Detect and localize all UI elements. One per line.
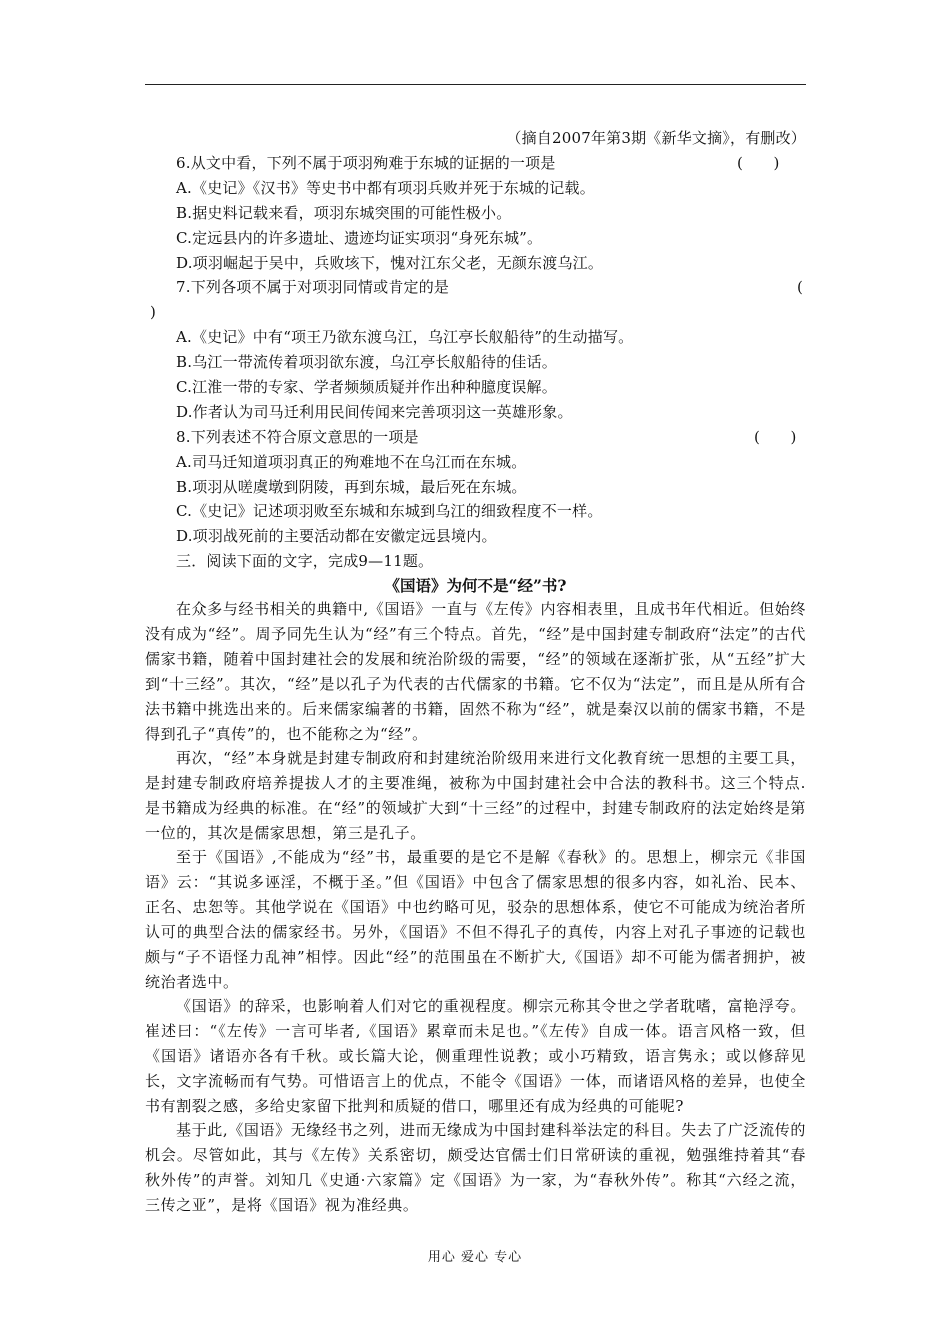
question-8-answer-paren: ( ) (754, 428, 797, 446)
article-paragraph-4: 《国语》的辞采，也影响着人们对它的重视程度。柳宗元称其令世之学者耽嗜，富艳浮夸。崔述曰：“《左传》一言可毕者,《国语》累章而未足也。”《左传》自成一体。语言风格一致，但《国语》诸语亦各有千秋。或长篇大论，侧重理性说教；或小巧精致，语言隽永；或以修辞见长，文字流畅而有气势。可惜语言上的优点，不能令《国语》一体，而诸语风格的差异，也使全书有割裂之感，多给史家留下批判和质疑的借口，哪里还有成为经典的可能呢? (145, 997, 806, 1115)
question-8-option-c: C.《史记》记述项羽败至东城和东城到乌江的细致程度不一样。 (176, 502, 603, 520)
question-8-option-b: B.项羽从嗟虞墩到阴陵，再到东城，最后死在东城。 (176, 478, 527, 496)
page-footer: 用心 爱心 专心 (427, 1250, 523, 1265)
question-6-option-c: C.定远县内的许多遗址、遗迹均证实项羽“身死东城”。 (176, 229, 543, 247)
question-6-option-a: A.《史记》《汉书》等史书中都有项羽兵败并死于东城的记载。 (176, 179, 595, 197)
question-8-stem: 8.下列表述不符合原文意思的一项是 (176, 428, 419, 446)
question-7-stem: 7.下列各项不属于对项羽同情或肯定的是 (176, 278, 450, 296)
question-8-option-a: A.司马迁知道项羽真正的殉难地不在乌江而在东城。 (176, 453, 527, 471)
question-7-option-c: C.江淮一带的专家、学者频频质疑并作出种种臆度误解。 (176, 378, 557, 396)
question-6-option-d: D.项羽崛起于吴中，兵败垓下，愧对江东父老，无颜东渡乌江。 (176, 254, 604, 272)
question-8-option-d: D.项羽战死前的主要活动都在安徽定远县境内。 (176, 527, 497, 545)
question-7-paren-open: ( (797, 278, 804, 296)
question-6-stem: 6.从文中看，下列不属于项羽殉难于东城的证据的一项是 (176, 154, 556, 172)
question-7-option-a: A.《史记》中有“项王乃欲东渡乌江，乌江亭长舣船待”的生动描写。 (176, 328, 634, 346)
section-three-heading: 三．阅读下面的文字，完成9—11题。 (176, 552, 434, 570)
article-paragraph-5: 基于此,《国语》无缘经书之列，进而无缘成为中国封建科举法定的科目。失去了广泛流传的机会。尽管如此，其与《左传》关系密切，颇受达官儒士们日常研读的重视，勉强维持着其“春秋外传”的声誉。刘知几《史通·六家篇》定《国语》为一家，为“春秋外传”。称其“六经之流，三传之亚”，是将《国语》视为准经典。 (145, 1121, 806, 1214)
question-6-answer-paren: ( ) (737, 154, 780, 172)
article-paragraph-3: 至于《国语》,不能成为“经”书，最重要的是它不是解《春秋》的。思想上，柳宗元《非国语》云：“其说多诬淫，不概于圣。”但《国语》中包含了儒家思想的很多内容，如礼治、民本、正名、忠恕等。其他学说在《国语》中也约略可见，驳杂的思想体系，使它不可能成为统治者所认可的典型合法的儒家经书。另外，《国语》不但不得孔子的真传，内容上对孔子事迹的记载也颇与“子不语怪力乱神”相悖。因此“经”的范围虽在不断扩大,《国语》却不可能为儒者拥护，被统治者选中。 (145, 848, 806, 991)
article-paragraph-1: 在众多与经书相关的典籍中,《国语》一直与《左传》内容相表里，且成书年代相近。但始终没有成为“经”。周予同先生认为“经”有三个特点。首先，“经”是中国封建专制政府“法定”的古代儒家书籍，随着中国封建社会的发展和统治阶级的需要，“经”的领域在逐渐扩张，从“五经”扩大到“十三经”。其次，“经”是以孔子为代表的古代儒家的书籍。它不仅为“法定”，而且是从所有合法书籍中挑选出来的。后来儒家编著的书籍，固然不称为“经”，就是秦汉以前的儒家书籍，不是得到孔子“真传”的，也不能称之为“经”。 (145, 600, 806, 743)
question-6-option-b: B.据史料记载来看，项羽东城突围的可能性极小。 (176, 204, 512, 222)
article-paragraph-2: 再次，“经”本身就是封建专制政府和封建统治阶级用来进行文化教育统一思想的主要工具，是封建专制政府培养提拔人才的主要准绳，被称为中国封建社会中合法的教科书。这三个特点. 是书籍成为经典的标准。在“经”的领域扩大到“十三经”的过程中，封建专制政府的法定始终是第一位的，其次是儒家思想，第三是孔子。 (145, 749, 806, 842)
question-7-paren-close: ) (150, 303, 157, 321)
question-7-option-b: B.乌江一带流传着项羽欲东渡，乌江亭长舣船待的佳话。 (176, 353, 557, 371)
article-title: 《国语》为何不是“经”书? (384, 576, 567, 595)
source-note: （摘自2007年第3期《新华文摘》，有删改） (506, 129, 806, 147)
header-rule (145, 84, 806, 85)
question-7-option-d: D.作者认为司马迁利用民间传闻来完善项羽这一英雄形象。 (176, 403, 573, 421)
